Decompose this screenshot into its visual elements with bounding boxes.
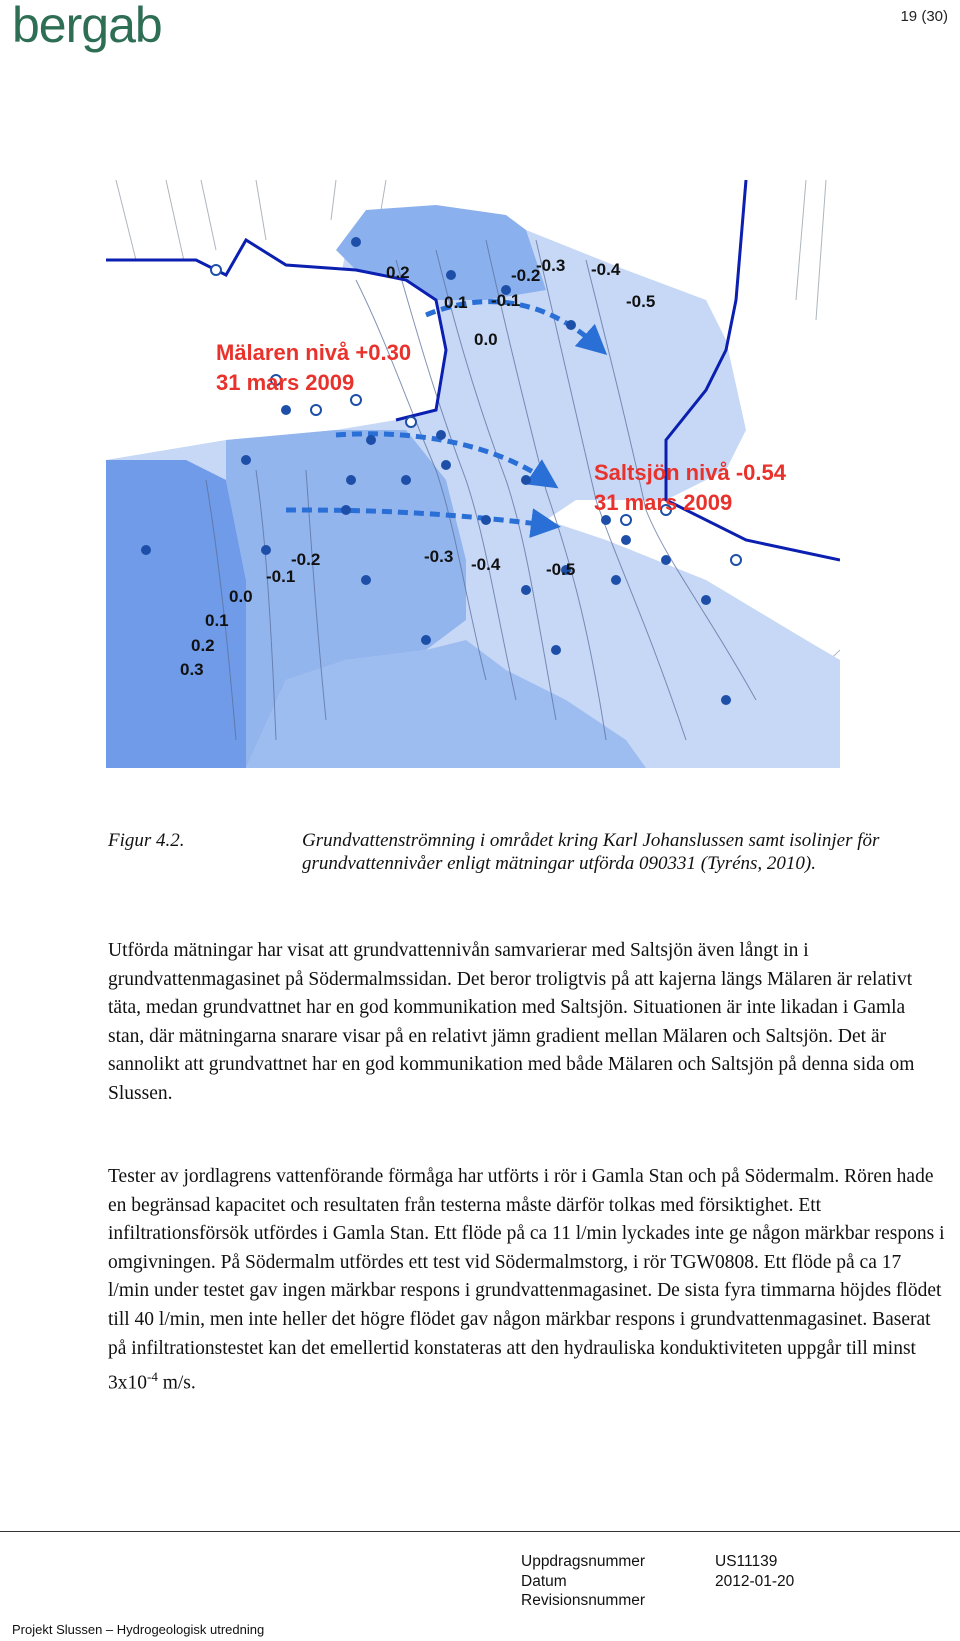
body-paragraph-2 xyxy=(108,1163,946,1398)
isoline-label: -0.2 xyxy=(291,550,321,569)
assignment-label: Uppdragsnummer xyxy=(521,1553,646,1570)
isoline-label: 0.1 xyxy=(444,293,468,312)
isoline-label: 0.0 xyxy=(229,587,253,606)
malaren-level-label: Mälaren nivå +0.30 xyxy=(216,340,412,365)
project-name: Projekt Slussen – Hydrogeologisk utredning xyxy=(12,1622,265,1637)
date-label: Datum xyxy=(521,1572,567,1590)
isoline-label: -0.5 xyxy=(626,292,656,311)
isoline-label: -0.5 xyxy=(546,560,576,579)
assignment-value: US11139 xyxy=(715,1553,778,1570)
isoline-label: -0.3 xyxy=(424,547,454,566)
isoline-label: 0.2 xyxy=(191,636,215,655)
isoline-label: -0.4 xyxy=(471,555,501,574)
isoline-label: -0.3 xyxy=(536,256,566,275)
figure-caption-text: Grundvattenströmning i området kring Karl Johanslussen samt isolinjer för grundvattennivåer enligt mätningar utförda 090331 (Tyréns, 2010). xyxy=(302,830,880,874)
figure-label: Figur 4.2. xyxy=(108,830,185,851)
isoline-label: 0.1 xyxy=(205,611,229,630)
isoline-label: -0.2 xyxy=(511,266,541,285)
paragraph-2-end: m/s. xyxy=(162,1372,196,1394)
isoline-label: 0.3 xyxy=(180,660,204,679)
saltsjon-level-label: Saltsjön nivå -0.54 xyxy=(594,460,786,485)
footer-divider xyxy=(0,1531,960,1532)
isoline-label: -0.1 xyxy=(266,567,296,586)
revision-label: Revisionsnummer xyxy=(521,1592,646,1609)
malaren-date-label: 31 mars 2009 xyxy=(216,370,355,395)
company-logo: bergab xyxy=(12,0,162,53)
groundwater-map xyxy=(106,180,840,768)
document-metadata xyxy=(521,1552,794,1611)
isoline-label: 0.2 xyxy=(386,263,410,282)
isoline-label: -0.1 xyxy=(491,291,521,310)
exponent: -4 xyxy=(147,1369,158,1385)
date-value: 2012-01-20 xyxy=(715,1572,795,1590)
isoline-label: -0.4 xyxy=(591,260,621,279)
paragraph-2-text: Tester av jordlagrens vattenförande förmåga har utförts i rör i Gamla Stan och på Södermalm. Rören hade en begränsad kapacitet och resultaten från testerna måste därför tolkas med försiktighet. Ett infiltrationsförsök utfördes i Gamla Stan. Ett flöde på ca 11 l/min lyckades inte ge någon märkbar respons i omgivningen. På Södermalm utfördes ett test vid Södermalmstorg, i rör TGW0808. Ett flöde på ca 17 l/min under testet gav ingen märkbar respons i grundvattenmagasinet. De sista fyra timmarna höjdes flödet till 40 l/min, men inte heller det högre flödet gav någon märkbar respons i grundvattenmagasinet. Baserat på infiltrationstestet kan det emellertid konstateras att den hydrauliska konduktiviteten uppgår till minst 3x10 xyxy=(108,1166,945,1394)
body-paragraph-1: Utförda mätningar har visat att grundvattennivån samvarierar med Saltsjön även långt in i grundvattenmagasinet på Södermalmssidan. Det beror troligtvis på att kajerna längs Mälaren är relativt täta, medan grundvattnet har en god kommunikation med Saltsjön. Situationen är inte likadan i Gamla stan, där mätningarna snarare visar på en relativt jämn gradient mellan Mälaren och Saltsjön. Det är sannolikt att grundvattnet har en god kommunikation med både Mälaren och Saltsjön på denna sida om Slussen. xyxy=(108,940,915,1104)
isoline-label: 0.0 xyxy=(474,330,498,349)
saltsjon-date-label: 31 mars 2009 xyxy=(594,490,733,515)
page-number: 19 (30) xyxy=(900,8,948,25)
